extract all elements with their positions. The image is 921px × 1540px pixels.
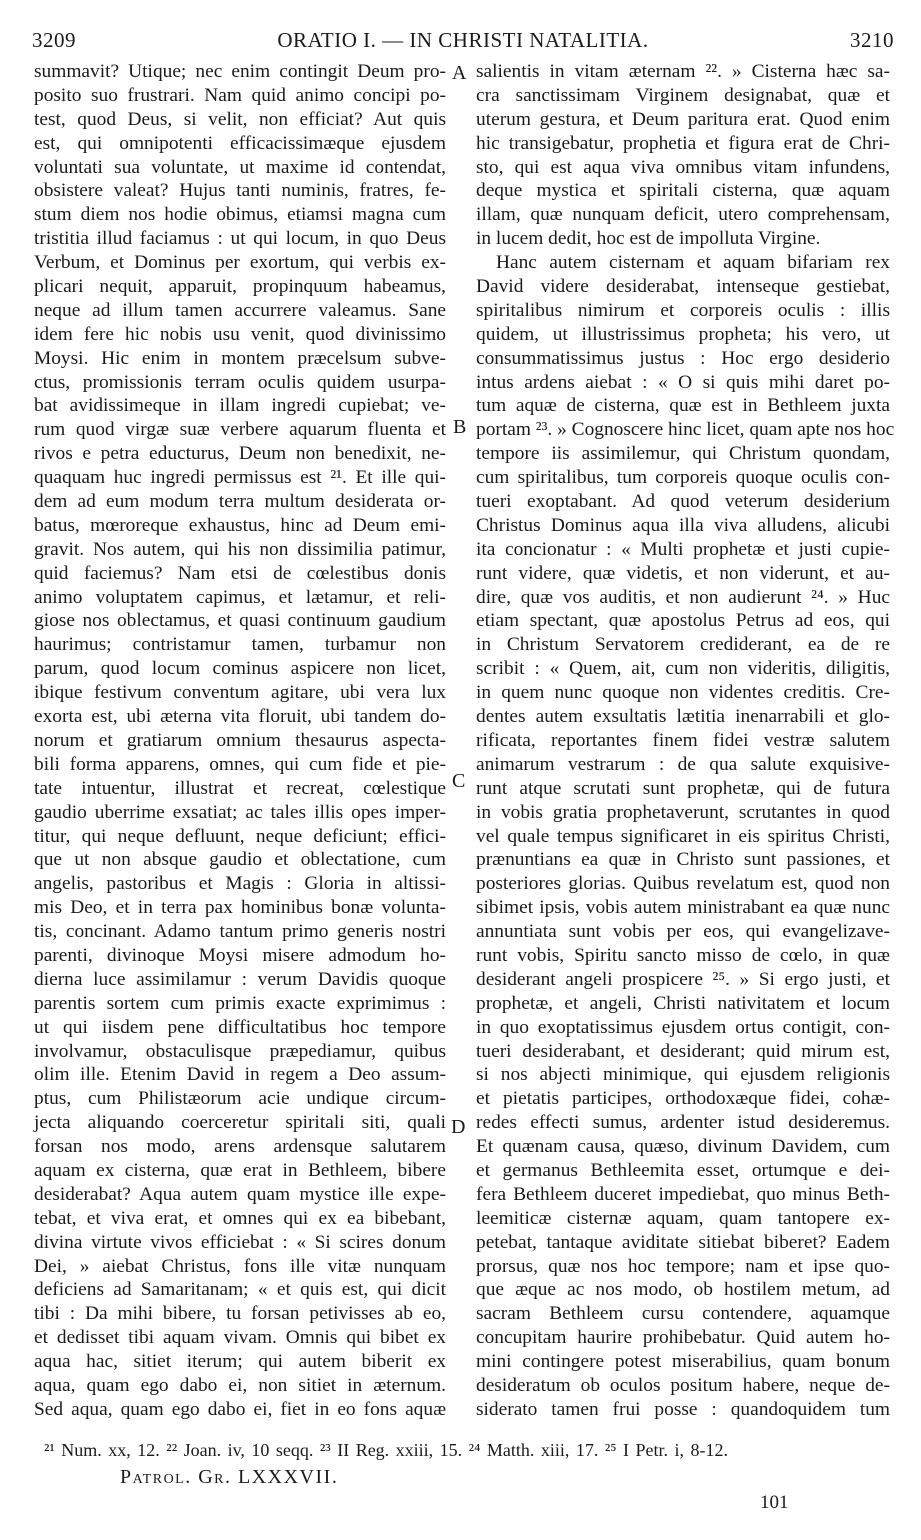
text-line: deficiens ad Samaritanam; « et quis est, qui dicit	[34, 1279, 446, 1301]
text-line: salientis in vitam æternam ²². » Cisterna hæc sa-	[476, 61, 890, 82]
text-line: uterum gestura, et Deum paritura erat. Quod enim	[476, 108, 890, 130]
text-line: posito suo frustrari. Nam quid animo concipi po-	[34, 84, 446, 106]
text-line: in lucem dedit, hoc est de impolluta Virgine.	[476, 228, 821, 250]
text-line: exorta est, ubi æterna vita floruit, ubi tandem do-	[34, 706, 446, 728]
text-line: tate intuentur, illustrat et recreat, cœlestique	[34, 777, 446, 799]
text-line: involvamur, obstaculisque præpediamur, quibus	[34, 1040, 446, 1062]
text-line: plicari nequit, apparuit, propinquum habeamus,	[34, 276, 446, 298]
text-line: aqua hac, sitiet iterum; qui autem biberit ex	[34, 1351, 446, 1373]
text-line: Hanc autem cisternam et aquam bifariam rex	[496, 252, 890, 274]
text-line: Sed aqua, quam ego dabo ei, fiet in eo fons aquæ	[34, 1398, 446, 1420]
text-line: in Christum Servatorem crediderant, ea de re	[476, 634, 890, 656]
volume-signature: Patrol. Gr. LXXXVII.	[120, 1466, 339, 1488]
footnotes: ²¹ Num. xx, 12. ²² Joan. iv, 10 seqq. ²³ II Reg. xxiii, 15. ²⁴ Matth. xiii, 17. ²⁵ I Petr. i, 8-12.	[44, 1440, 729, 1460]
text-line: quaquam huc ingredi permissus est ²¹. Et ille qui-	[34, 467, 446, 489]
text-line: giose nos oblectamus, et quasi continuum gaudium	[34, 610, 446, 632]
text-line: animo voluptatem capimus, et lætamur, et reli-	[34, 586, 446, 608]
text-line: runt videre, quæ videtis, et non viderunt, et au-	[476, 562, 890, 584]
text-line: sto, qui est aqua viva omnibus vitam infundens,	[476, 156, 890, 178]
text-line: ctus, promissionis terram oculis quidem usurpa-	[34, 371, 446, 393]
text-line: stum diem nos hodie obimus, etiamsi magna cum	[34, 204, 446, 226]
text-line: consummatissimus justus : Hoc ergo desiderio	[476, 347, 890, 369]
text-line: jecta aliquando coerceretur spiritali siti, quali	[34, 1112, 446, 1134]
page-number-right: 3210	[850, 28, 894, 52]
section-marker-b: B	[453, 416, 467, 438]
text-line: gaudio uberrime exsatiat; ac tales illis opes imper-	[34, 801, 446, 823]
text-line: et germanus Bethleemita esset, ortumque e dei-	[476, 1159, 890, 1181]
text-line: hic transigebatur, prophetia et figura erat de Chri-	[476, 132, 890, 154]
text-line: et pietatis participes, orthodoxæque fidei, cohæ-	[476, 1088, 890, 1110]
text-line: est, qui omnipotenti efficacissimæque ejusdem	[34, 132, 446, 154]
text-line: aquam ex cisterna, quæ erat in Bethleem, bibere	[34, 1159, 446, 1181]
text-line: olim ille. Etenim David in regem a Deo assum-	[34, 1064, 446, 1086]
text-line: que ut non absque gaudio et oblectatione, cum	[34, 849, 446, 871]
text-line: rum quod virgæ suæ verbere aquarum fluenta et	[34, 419, 446, 441]
text-line: desideratum ob oculos positum habere, neque de-	[476, 1374, 890, 1396]
text-line: posteriores glorias. Quibus revelatum est, quod non	[476, 873, 890, 895]
left-text-column	[34, 60, 446, 1422]
text-line: in quem nunc quoque non videntes creditis. Cre-	[476, 682, 890, 704]
section-marker-a: A	[452, 62, 467, 84]
text-line: rivos e petra educturus, Deum non benedixit, ne-	[34, 443, 446, 465]
text-line: ptus, cum Philistæorum acie undique circum-	[34, 1088, 446, 1110]
text-line: leemiticæ cisternæ aquam, quam tantopere ex-	[476, 1207, 890, 1229]
text-line: sacram Bethleem cursu contendere, aquamque	[476, 1303, 890, 1325]
text-line: Dei, » aiebat Christus, fons ille vitæ nunquam	[34, 1255, 446, 1277]
text-line: in quo exoptatissimus ejusdem ortus contigit, con-	[476, 1016, 890, 1038]
text-line: Moysi. Hic enim in montem præcelsum subve-	[34, 347, 446, 369]
text-line: illam, quæ nunquam deficit, utero comprehensam,	[476, 204, 890, 226]
text-line: tristitia illud faciamus : ut qui locum, in quo Deus	[34, 228, 446, 250]
text-line: forsan nos modo, arens ardensque salutarem	[34, 1136, 446, 1158]
text-line: quid faciemus? Nam etsi de cœlestibus donis	[34, 562, 446, 584]
section-marker-c: C	[452, 770, 466, 792]
text-line: aqua, quam ego dabo ei, non sitiet in æternum.	[34, 1374, 446, 1396]
text-line: annuntiata sunt vobis per eos, qui evangelizave-	[476, 921, 890, 943]
text-line: ita concionatur : « Multi prophetæ et justi cupie-	[476, 538, 890, 560]
text-line: neque ad illum tamen accurrere valeamus. Sane	[34, 299, 446, 321]
text-line: Verbum, et Dominus per exortum, qui verbis ex-	[34, 252, 446, 274]
text-line: in vobis gratia prophetaverunt, scrutantes in quod	[476, 801, 890, 823]
text-line: ut qui iisdem pene difficultatibus hoc tempore	[34, 1016, 446, 1038]
text-line: runt atque scrutati sunt prophetæ, qui de futura	[476, 777, 890, 799]
text-line: intus ardens aiebat : « O si quis mihi daret po-	[476, 371, 890, 393]
text-line: norum et gratiarum omnium thesaurus aspecta-	[34, 729, 446, 751]
text-line: sibimet ipsis, vobis autem ministrabant ea quæ nunc	[476, 897, 890, 919]
text-line: dentes autem exsultatis lætitia inenarrabili et glo-	[476, 706, 890, 728]
section-marker-d: D	[451, 1116, 466, 1138]
text-line: haurimus; contristamur tamen, turbamur non	[34, 634, 446, 656]
text-line: tum aquæ de cisterna, quæ est in Bethleem juxta	[476, 395, 890, 417]
text-line: redes effecti sumus, ardenter istud desideremus.	[476, 1112, 890, 1134]
text-line: desiderabat? Aqua autem quam mystice ille expe-	[34, 1183, 446, 1205]
text-line: prænuntians ea quæ in Christo sunt passiones, et	[476, 849, 890, 871]
text-line: dem ad eum modum terra multum desiderata or-	[34, 491, 446, 513]
text-line: tueri desiderabant, et desiderant; quid mirum est,	[476, 1040, 890, 1062]
text-line: cra sanctissimam Virginem designabat, quæ et	[476, 84, 890, 106]
text-line: desiderant angeli prospicere ²⁵. » Si ergo justi, et	[476, 968, 890, 990]
text-line: gravit. Nos autem, qui his non dissimilia patimur,	[34, 538, 446, 560]
text-line: tibi : Da mihi bibere, tu forsan petivisses ab eo,	[34, 1303, 446, 1325]
text-line: concupitam haurire prohibebatur. Quid autem ho-	[476, 1327, 890, 1349]
text-line: tueri exoptabant. Ad quod veterum desiderium	[476, 491, 890, 513]
running-header	[32, 28, 894, 58]
text-line: portam ²³. » Cognoscere hinc licet, quam apte nos hoc	[476, 419, 895, 441]
text-line: bat avidissimeque in illam ingredi cupiebat; ve-	[34, 395, 446, 417]
text-line: rificata, reportantes finem fidei vestræ salutem	[476, 729, 890, 751]
text-line: fera Bethleem duceret impediebat, quo minus Beth-	[476, 1183, 890, 1205]
text-line: et dedisset tibi aquam vivam. Omnis qui bibet ex	[34, 1327, 446, 1349]
right-text-column	[476, 60, 895, 1422]
text-line: runt vobis, Spiritu sancto misso de cœlo, in quæ	[476, 944, 890, 966]
sheet-signature: 101	[760, 1492, 789, 1513]
text-line: si nos abjecti minimique, qui ejusdem religionis	[476, 1064, 890, 1086]
text-line: petebat, tantaque aviditate sitiebat biberet? Eadem	[476, 1231, 890, 1253]
running-title: ORATIO I. — IN CHRISTI NATALITIA.	[277, 28, 649, 52]
text-line: mini contingere potest miserabilius, quam bonum	[476, 1351, 890, 1373]
text-line: spiritalibus nimirum et corporeis oculis : illis	[476, 299, 890, 321]
text-line: titur, qui neque defluunt, neque deficiunt; effici-	[34, 825, 446, 847]
text-line: prophetæ, et angeli, Christi nativitatem et locum	[476, 992, 890, 1014]
text-line: bili forma apparens, omnes, qui cum fide et pie-	[34, 753, 446, 775]
text-line: parum, quod locum cominus aspicere non licet,	[34, 658, 446, 680]
text-line: deque mystica et spiritali cisterna, quæ aquam	[476, 180, 890, 202]
text-line: mis Deo, et in terra pax hominibus bonæ volunta-	[34, 897, 446, 919]
text-line: parenti, divinoque Moysi misere admodum ho-	[34, 944, 446, 966]
text-line: vel quale tempus significaret in eis spiritus Christi,	[476, 825, 890, 847]
text-line: voluntati sua voluntate, ut maxime id contendat,	[34, 156, 446, 178]
text-line: tebat, et viva erat, et omnes qui ex ea bibebant,	[34, 1207, 446, 1229]
text-line: tis, concinant. Adamo tantum primo generis nostri	[34, 921, 446, 943]
text-line: divina virtute vivos efficiebat : « Si scires donum	[34, 1231, 446, 1253]
text-line: parentis sortem cum primis exacte exprimimus :	[34, 992, 446, 1014]
text-line: scribit : « Quem, ait, cum non videritis, diligitis,	[476, 658, 890, 680]
text-line: siderato tamen frui posse : quandoquidem tum	[476, 1398, 890, 1420]
text-line: quidem, ut illustrissimus propheta; his vero, ut	[476, 323, 890, 345]
text-line: que æque ac nos modo, ob hostilem metum, ad	[476, 1279, 890, 1301]
text-line: batus, mœroreque exhaustus, hinc ad Deum emi-	[34, 514, 446, 536]
text-line: dire, quæ vos auditis, et non audierunt ²⁴. » Huc	[476, 586, 890, 608]
page-number-left: 3209	[32, 28, 76, 52]
text-line: Et quænam causa, quæso, divinum Davidem, cum	[476, 1136, 890, 1158]
text-line: obsistere valeat? Hujus tanti numinis, fratres, fe-	[34, 180, 446, 202]
text-line: cum spiritalibus, tum corporeis quoque oculis con-	[476, 467, 890, 489]
text-line: angelis, pastoribus et Magis : Gloria in altissi-	[34, 873, 446, 895]
text-line: test, quod Deus, si velit, non efficiat? Aut quis	[34, 108, 446, 130]
text-line: ibique festivum conventum agitare, ubi vera lux	[34, 682, 446, 704]
text-line: David videre desiderabat, intenseque gestiebat,	[476, 276, 890, 298]
text-line: animarum vestrarum : de qua salute exquisive-	[476, 753, 890, 775]
text-line: tempore iis assimilemur, qui Christum quondam,	[476, 443, 890, 465]
text-line: idem fere hic nobis usu venit, quod divinissimo	[34, 323, 446, 345]
text-line: dierna luce assimilamur : verum Davidis quoque	[34, 968, 446, 990]
text-line: summavit? Utique; nec enim contingit Deum pro-	[34, 61, 446, 82]
text-line: etiam spectant, quæ apostolus Petrus ad eos, qui	[476, 610, 890, 632]
text-line: prorsus, quæ nos hoc tempore; nam et ipse quo-	[476, 1255, 890, 1277]
text-line: Christus Dominus aqua illa viva alludens, alicubi	[476, 514, 890, 536]
